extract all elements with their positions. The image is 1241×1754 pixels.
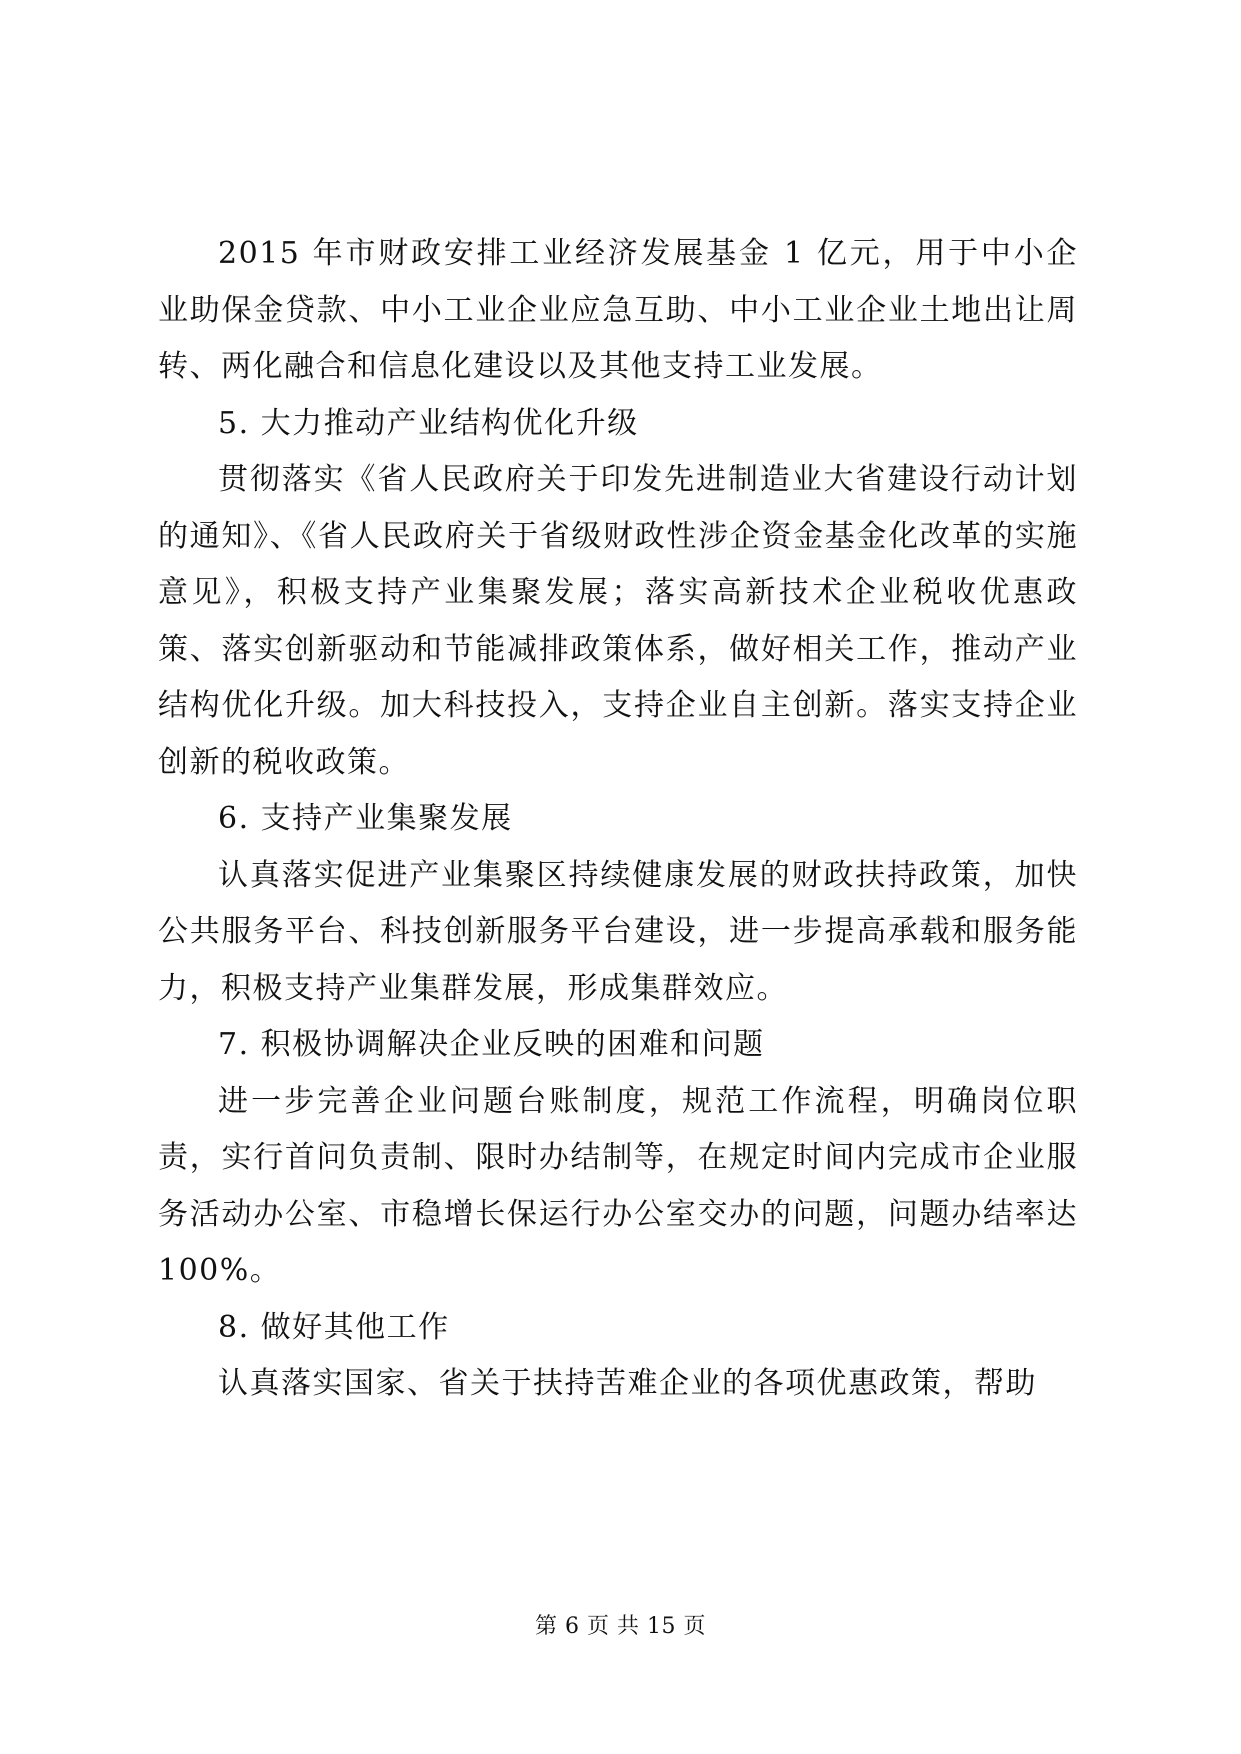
paragraph-other-work: 认真落实国家、省关于扶持苦难企业的各项优惠政策，帮助 xyxy=(218,1366,1037,1401)
section-heading-6: 6. 支持产业集聚发展 xyxy=(218,801,513,836)
paragraph-fund-allocation: 2015 年市财政安排工业经济发展基金 1 亿元，用于中小企业助保金贷款、中小工业企业应急互助、中小工业企业土地出让周转、两化融合和信息化建设以及其他支持工业发展。 xyxy=(158,236,1078,384)
section-heading-8: 8. 做好其他工作 xyxy=(218,1309,450,1345)
paragraph-industrial-upgrade: 贯彻落实《省人民政府关于印发先进制造业大省建设行动计划的通知》、《省人民政府关于省级财政性涉企资金基金化改革的实施意见》，积极支持产业集聚发展；落实高新技术企业税收优惠政策、落实创新驱动和节能减排政策体系，做好相关工作，推动产业结构优化升级。加大科技投入，支持企业自主创新。落实支持企业创新的税收政策。 xyxy=(158,462,1078,780)
paragraph-industrial-cluster: 认真落实促进产业集聚区持续健康发展的财政扶持政策，加快公共服务平台、科技创新服务平台建设，进一步提高承载和服务能力，积极支持产业集群发展，形成集群效应。 xyxy=(158,857,1078,1006)
section-heading-5: 5. 大力推动产业结构优化升级 xyxy=(218,405,639,441)
document-body xyxy=(158,226,1078,1413)
paragraph-problem-resolution: 进一步完善企业问题台账制度，规范工作流程，明确岗位职责，实行首问负责制、限时办结制等，在规定时间内完成市企业服务活动办公室、市稳增长保运行办公室交办的问题，问题办结率达 100%。 xyxy=(158,1083,1078,1288)
page-number-footer: 第 6 页 共 15 页 xyxy=(535,1614,706,1639)
section-heading-7: 7. 积极协调解决企业反映的困难和问题 xyxy=(218,1027,765,1062)
